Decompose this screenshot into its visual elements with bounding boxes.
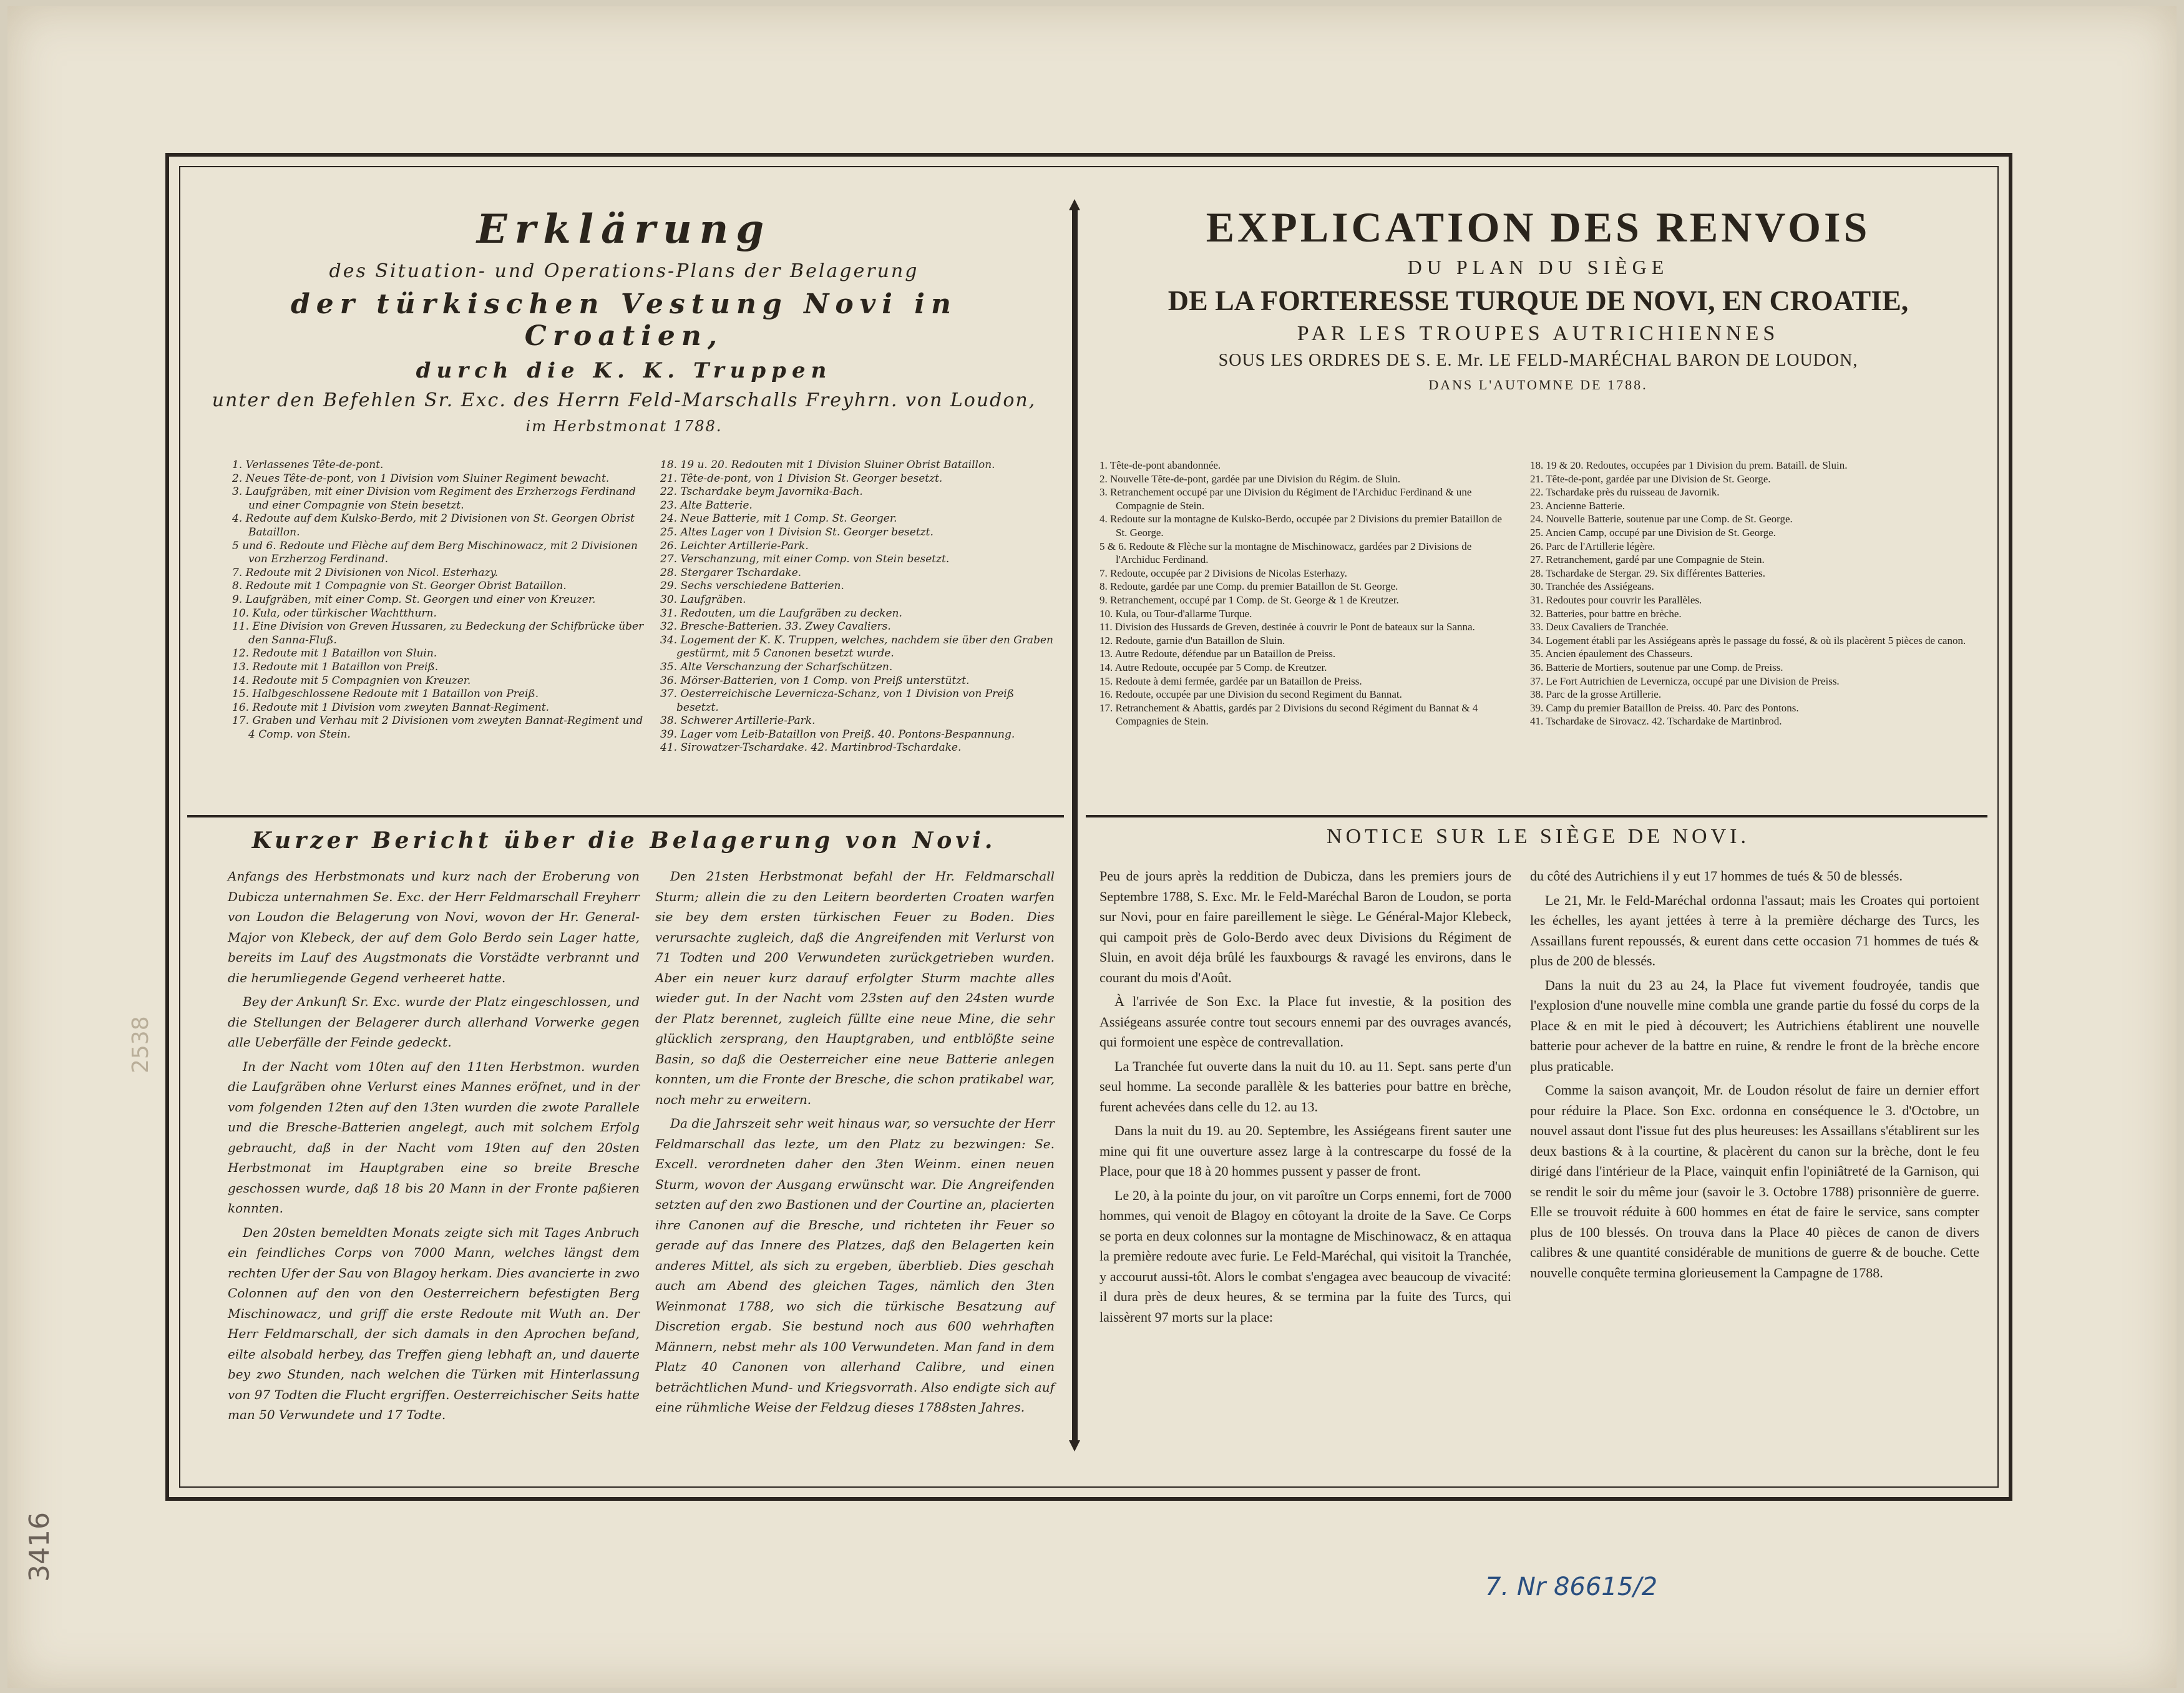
faint-ink-mark: 2538 bbox=[128, 1016, 154, 1073]
german-report-title: Kurzer Bericht über die Belagerung von Novi. bbox=[251, 827, 997, 854]
paragraph: Peu de jours après la reddition de Dubicza, dans les premiers jours de Septembre 1788, S. Exc. Mr. le Feld-Maréchal Baron de Loudon, se porta sur Novi, pour en faire pareillement le siège. Le Général-Major Klebeck, qui campoit près de Golo-Berdo avec deux Divisions du Régiment de Sluin, en avoit déja brûlé les fauxbourgs & ravagé les environs, dans le courant du mois d'Août. bbox=[1099, 868, 1511, 985]
legend-item: 1. Tête-de-pont abandonnée. bbox=[1099, 459, 1221, 471]
margin-number-annotation: 3416 bbox=[24, 1512, 56, 1582]
french-legend-col2 bbox=[1530, 459, 1979, 728]
legend-item: 35. Ancien épaulement des Chasseurs. bbox=[1530, 648, 1693, 660]
legend-item: 17. Retranchement & Abattis, gardés par 2 Divisions du second Régiment du Bannat & 4 Compagnies de Stein. bbox=[1099, 701, 1478, 728]
paragraph: du côté des Autrichiens il y eut 17 hommes de tués & 50 de blessés. bbox=[1530, 868, 1903, 884]
paragraph: Anfangs des Herbstmonats und kurz nach der Eroberung von Dubicza unternahmen Se. Exc. der Herr Feldmarschall Freyherr von Loudon die Belagerung von Novi, wovon der Hr. General-Major von Klebeck, der auf dem Golo Berdo sein Lager hatte, bereits im Lauf des Augstmonats die Vorstädte verbrannt und die herumliegende Gegend verheeret hatte. bbox=[228, 869, 640, 985]
paragraph: Den 20sten bemeldten Monats zeigte sich mit Tages Anbruch ein feindliches Corps von 7000 Mann, welches längst dem rechten Ufer der Sau von Blagoy herkam. Dies avancierte in zwo Colonnen auf den von den Oesterreichern befestigten Berg Mischinowacz, und griff die erste Redoute mit Wuth an. Der Herr Feldmarschall, der sich damals in den Aprochen befand, eilte alsobald herbey, das Treffen gieng lebhaft an, und dauerte bey zwo Stunden, nach welchen die Türken mit Hinterlassung von 97 Todten die Flucht ergriffen. Oesterreichischer Seits hatte man 50 Verwundete und 17 Todte. bbox=[228, 1224, 640, 1422]
legend-item: 14. Autre Redoute, occupée par 5 Comp. de Kreutzer. bbox=[1099, 661, 1327, 673]
legend-item: 8. Redoute mit 1 Compagnie von St. Georger Obrist Bataillon. bbox=[232, 580, 567, 593]
legend-item: 26. Parc de l'Artillerie légère. bbox=[1530, 540, 1655, 552]
french-title-line6: DANS L'AUTOMNE DE 1788. bbox=[1428, 377, 1648, 393]
legend-item: 21. Tête-de-pont, gardée par une Division de St. George. bbox=[1530, 472, 1771, 485]
legend-item: 18. 19 & 20. Redoutes, occupées par 1 Division du prem. Bataill. de Sluin. bbox=[1530, 459, 1848, 471]
legend-item: 11. Eine Division von Greven Hussaren, zu Bedeckung der Schifbrücke über den Sanna-Fluß. bbox=[232, 620, 644, 646]
legend-item: 38. Parc de la grosse Artillerie. bbox=[1530, 688, 1662, 701]
legend-item: 24. Nouvelle Batterie, soutenue par une Comp. de St. George. bbox=[1530, 513, 1793, 525]
legend-item: 39. Lager vom Leib-Bataillon von Preiß. 40. Pontons-Bespannung. bbox=[660, 728, 1015, 741]
legend-item: 21. Tête-de-pont, von 1 Division St. Georger besetzt. bbox=[660, 472, 943, 485]
legend-item: 33. Deux Cavaliers de Tranchée. bbox=[1530, 621, 1669, 633]
paragraph: Da die Jahrszeit sehr weit hinaus war, so versuchte der Herr Feldmarschall das lezte, um den Platz zu bezwingen: Se. Excell. verordneten daher den 3ten Weinm. einen neuen Sturm, wovon der Ausgang erwünscht war. Die Angreifenden setzten auf den zwo Bastionen und der Courtine an, placierten ihre Canonen auf die Bresche, und richteten ihr Feuer so gerade auf das Innere des Platzes, daß den Belagerten kein anderes Mittel, als sich zu ergeben, überblieb. Dies geschah auch am Abend des gleichen Tages, nämlich den 3ten Weinmonat 1788, wo sich die türkische Besatzung auf Discretion ergab. Sie bestund noch aus 600 wehrhaften Männern, nebst mehr als 100 Verwundeten. Man fand in dem Platz 40 Canonen von allerhand Calibre, und einen beträchtlichen Mund- und Kriegsvorrath. Also endigte sich auf eine rühmliche Weise der Feldzug dieses 1788sten Jahres. bbox=[655, 1116, 1055, 1415]
paragraph: Dans la nuit du 19. au 20. Septembre, les Assiégeans firent sauter une mine qui fit une ouverture assez large à la contrescarpe du fossé de la Place, pour que 18 à 20 hommes pussent y passer de front. bbox=[1099, 1123, 1511, 1179]
legend-item: 15. Halbgeschlossene Redoute mit 1 Bataillon von Preiß. bbox=[232, 688, 539, 701]
german-title-line4: durch die K. K. Truppen bbox=[416, 358, 832, 383]
legend-item: 5 & 6. Redoute & Flèche sur la montagne de Mischinowacz, gardées par 2 Divisions de l'Archiduc Ferdinand. bbox=[1099, 540, 1472, 566]
legend-item: 9. Laufgräben, mit einer Comp. St. Georgen und einer von Kreuzer. bbox=[232, 593, 596, 606]
paragraph: Comme la saison avançoit, Mr. de Loudon résolut de faire un dernier effort pour réduire la Place. Son Exc. ordonna en conséquence le 3. d'Octobre, un nouvel assaut dont l'issue fut des plus heureuses: les Assaillans s'établirent sur les deux bastions & à la courtine, & placèrent du canon sur la brèche, dont le feu dirigé dans l'intérieur de la Place, vainquit enfin l'opiniâtreté de la Garnison, qui se rendit le soir du même jour (savoir le 3. Octobre 1788) prisonnière de guerre. Elle se trouvoit réduite à 600 hommes en état de faire le service, sans compter plus de 100 blessés. On trouva dans la Place 40 pièces de canon de divers calibres & une quantité considérable de munitions de guerre & de bouche. Cette nouvelle conquête termina glorieusement la Campagne de 1788. bbox=[1530, 1082, 1979, 1281]
legend-item: 10. Kula, ou Tour-d'allarme Turque. bbox=[1099, 607, 1252, 620]
legend-item: 18. 19 u. 20. Redouten mit 1 Division Sluiner Obrist Bataillon. bbox=[660, 459, 995, 471]
french-legend-col1 bbox=[1099, 459, 1511, 728]
german-legend-col1 bbox=[232, 459, 644, 741]
french-report-col1 bbox=[1099, 866, 1511, 1331]
legend-item: 22. Tschardake beym Javornika-Bach. bbox=[660, 485, 863, 499]
legend-item: 24. Neue Batterie, mit 1 Comp. St. Georger. bbox=[660, 512, 897, 525]
legend-item: 28. Stergarer Tschardake. bbox=[660, 566, 802, 579]
legend-item: 37. Le Fort Autrichien de Levernicza, occupé par une Division de Preiss. bbox=[1530, 675, 1840, 687]
legend-item: 25. Ancien Camp, occupé par une Division de St. George. bbox=[1530, 526, 1776, 539]
legend-item: 14. Redoute mit 5 Compagnien von Kreuzer. bbox=[232, 674, 471, 687]
legend-item: 27. Verschanzung, mit einer Comp. von Stein besetzt. bbox=[660, 553, 950, 566]
center-divider bbox=[1072, 209, 1078, 1442]
german-title-line1: Erklärung bbox=[476, 206, 772, 253]
legend-item: 28. Tschardake de Stergar. 29. Six différentes Batteries. bbox=[1530, 567, 1765, 579]
legend-item: 35. Alte Verschanzung der Scharfschützen. bbox=[660, 660, 893, 673]
legend-item: 31. Redouten, um die Laufgräben zu decken. bbox=[660, 607, 902, 620]
french-title-line5: SOUS LES ORDRES DE S. E. Mr. LE FELD-MARÉCHAL BARON DE LOUDON, bbox=[1218, 351, 1858, 370]
legend-item: 16. Redoute, occupée par une Division du second Regiment du Bannat. bbox=[1099, 688, 1402, 701]
french-title-line2: DU PLAN DU SIÈGE bbox=[1407, 256, 1669, 278]
legend-item: 23. Alte Batterie. bbox=[660, 499, 753, 512]
legend-item: 29. Sechs verschiedene Batterien. bbox=[660, 580, 844, 593]
legend-item: 13. Redoute mit 1 Bataillon von Preiß. bbox=[232, 660, 439, 673]
legend-item: 30. Tranchée des Assiégeans. bbox=[1530, 580, 1654, 593]
legend-item: 17. Graben und Verhau mit 2 Divisionen vom zweyten Bannat-Regiment und 4 Comp. von Stein. bbox=[232, 715, 643, 741]
french-title-line1: EXPLICATION DES RENVOIS bbox=[1206, 203, 1871, 251]
german-title-line3: der türkischen Vestung Novi in Croatien, bbox=[291, 288, 957, 352]
french-title bbox=[1092, 203, 1984, 393]
legend-item: 3. Laufgräben, mit einer Division vom Regiment des Erzherzogs Ferdinand und einer Compagnie von Stein besetzt. bbox=[232, 485, 636, 512]
legend-item: 36. Batterie de Mortiers, soutenue par une Comp. de Preiss. bbox=[1530, 661, 1783, 673]
paragraph: Dans la nuit du 23 au 24, la Place fut vivement foudroyée, tandis que l'explosion d'une nouvelle mine combla une grande partie du fossé du corps de la Place & en mit le pied à découvert; les Autrichiens établirent une nouvelle batterie pour achever de la battre en ruine, & rendre le front de la brèche encore plus praticable. bbox=[1530, 977, 1979, 1074]
paragraph: Le 21, Mr. le Feld-Maréchal ordonna l'assaut; mais les Croates qui portoient les échelles, les ayant jettées à terre à la première décharge des Turcs, les Assaillans furent repoussés, & eurent dans cette occasion 71 hommes de tués & plus de 200 de blessés. bbox=[1530, 892, 1979, 968]
legend-item: 16. Redoute mit 1 Division vom zweyten Bannat-Regiment. bbox=[232, 701, 550, 714]
french-report-col2 bbox=[1530, 866, 1979, 1287]
legend-item: 27. Retranchement, gardé par une Compagnie de Stein. bbox=[1530, 554, 1765, 566]
legend-item: 39. Camp du premier Bataillon de Preiss. 40. Parc des Pontons. bbox=[1530, 701, 1799, 714]
legend-item: 12. Redoute, garnie d'un Bataillon de Sluin. bbox=[1099, 634, 1285, 646]
paragraph: À l'arrivée de Son Exc. la Place fut investie, & la position des Assiégeans assurée contre tout secours ennemi par des ouvrages avancés, qui formoient une espèce de contrevallation. bbox=[1099, 993, 1511, 1050]
legend-item: 41. Sirowatzer-Tschardake. 42. Martinbrod-Tschardake. bbox=[660, 741, 962, 754]
french-title-line4: PAR LES TROUPES AUTRICHIENNES bbox=[1297, 322, 1780, 345]
legend-separator-right bbox=[1086, 815, 1987, 817]
legend-item: 11. Division des Hussards de Greven, destinée à couvrir le Pont de bateaux sur la Sanna. bbox=[1099, 621, 1475, 633]
german-title bbox=[187, 206, 1061, 435]
paragraph: Bey der Ankunft Sr. Exc. wurde der Platz eingeschlossen, und die Stellungen der Belagerer durch allerhand Vorwerke gegen alle Ueberfälle der Feinde gedeckt. bbox=[228, 994, 640, 1050]
legend-item: 32. Bresche-Batterien. 33. Zwey Cavaliers. bbox=[660, 620, 891, 633]
legend-item: 7. Redoute mit 2 Divisionen von Nicol. Esterhazy. bbox=[232, 566, 499, 579]
legend-item: 15. Redoute à demi fermée, gardée par un Bataillon de Preiss. bbox=[1099, 675, 1362, 687]
legend-item: 38. Schwerer Artillerie-Park. bbox=[660, 715, 816, 728]
paragraph: La Tranchée fut ouverte dans la nuit du 10. au 11. Sept. sans perte d'un seul homme. La seconde parallèle & les batteries pour battre en brèche, furent achevées dans celle du 12. au 13. bbox=[1099, 1058, 1511, 1115]
legend-item: 12. Redoute mit 1 Bataillon von Sluin. bbox=[232, 647, 437, 660]
legend-item: 3. Retranchement occupé par une Division du Régiment de l'Archiduc Ferdinand & une Compagnie de Stein. bbox=[1099, 486, 1472, 512]
legend-item: 41. Tschardake de Sirovacz. 42. Tschardake de Martinbrod. bbox=[1530, 715, 1782, 728]
legend-item: 1. Verlassenes Tête-de-pont. bbox=[232, 459, 384, 471]
legend-item: 4. Redoute auf dem Kulsko-Berdo, mit 2 Divisionen von St. Georgen Obrist Bataillon. bbox=[232, 512, 635, 539]
legend-item: 34. Logement établi par les Assiégeans après le passage du fossé, & où ils placèrent 5 pièces de canon. bbox=[1530, 634, 1966, 646]
german-title-line2: des Situation- und Operations-Plans der Belagerung bbox=[329, 260, 919, 282]
legend-item: 2. Neues Tête-de-pont, von 1 Division vom Sluiner Regiment bewacht. bbox=[232, 472, 610, 485]
legend-item: 22. Tschardake près du ruisseau de Javornik. bbox=[1530, 486, 1720, 499]
legend-item: 31. Redoutes pour couvrir les Parallèles. bbox=[1530, 593, 1702, 606]
legend-item: 37. Oesterreichische Levernicza-Schanz, von 1 Division von Preiß besetzt. bbox=[660, 688, 1015, 714]
legend-item: 30. Laufgräben. bbox=[660, 593, 746, 606]
legend-item: 10. Kula, oder türkischer Wachtthurn. bbox=[232, 607, 437, 620]
paragraph: Den 21sten Herbstmonat befahl der Hr. Feldmarschall Sturm; allein die zu den Leitern beorderten Croaten warfen sie bey dem ersten türkischen Feuer zu Boden. Dies verursachte zugleich, daß die Angreifenden mit Verlurst von 71 Todten und 200 Verwundeten zurückgetrieben wurden. Aber ein neuer kurz darauf erfolgter Sturm machte alles wieder gut. In der Nacht vom 23sten auf den 24sten wurde der Platz berennet, zugleich füllte eine neue Mine, die sehr glücklich zersprang, den Hauptgraben, und entblößte seine Basin, so daß die Oesterreicher eine neue Batterie anlegen konnten, um die Fronte der Bresche, die schon pratikabel war, noch mehr zu erweitern. bbox=[655, 869, 1055, 1107]
legend-item: 8. Redoute, gardée par une Comp. du premier Bataillon de St. George. bbox=[1099, 580, 1398, 593]
legend-item: 13. Autre Redoute, défendue par un Bataillon de Preiss. bbox=[1099, 648, 1336, 660]
german-title-line6: im Herbstmonat 1788. bbox=[525, 417, 723, 435]
french-report-title: NOTICE SUR LE SIÈGE DE NOVI. bbox=[1327, 825, 1750, 848]
legend-item: 7. Redoute, occupée par 2 Divisions de Nicolas Esterhazy. bbox=[1099, 567, 1347, 579]
german-report-col1 bbox=[228, 866, 640, 1429]
legend-item: 2. Nouvelle Tête-de-pont, gardée par une Division du Régim. de Sluin. bbox=[1099, 472, 1401, 485]
legend-item: 9. Retranchement, occupé par 1 Comp. de St. George & 1 de Kreutzer. bbox=[1099, 593, 1399, 606]
german-report-col2 bbox=[655, 866, 1055, 1422]
legend-item: 25. Altes Lager von 1 Division St. Georger besetzt. bbox=[660, 525, 934, 539]
legend-item: 34. Logement der K. K. Truppen, welches, nachdem sie über den Graben gestürmt, mit 5 Canonen besetzt wurde. bbox=[660, 633, 1053, 660]
paragraph: Le 20, à la pointe du jour, on vit paroître un Corps ennemi, fort de 7000 hommes, qui venoit de Blagoy en côtoyant la droite de la Save. Ce Corps se porta en deux colonnes sur la montagne de Mischinowacz, & en attaqua la première redoute avec furie. Le Feld-Maréchal, qui visitoit la Tranchée, y accourut aussi-tôt. Alors le combat s'engagea avec beaucoup de vivacité: il dura près de deux heures, & se termina par la fuite des Turcs, qui laissèrent 97 morts sur la place: bbox=[1099, 1187, 1511, 1325]
archive-inventory-number: 7. Nr 86615/2 bbox=[1485, 1573, 1658, 1601]
french-title-line3: DE LA FORTERESSE TURQUE DE NOVI, EN CROATIE, bbox=[1168, 285, 1909, 316]
legend-item: 4. Redoute sur la montagne de Kulsko-Berdo, occupée par 2 Divisions du premier Bataillon de St. George. bbox=[1099, 513, 1502, 539]
paragraph: In der Nacht vom 10ten auf den 11ten Herbstmon. wurden die Laufgräben ohne Verlurst eines Mannes eröfnet, und in der vom folgenden 12ten auf den 13ten wurden die zwote Parallele und die Bresche-Batterien angelegt, auch mit solchem Erfolg gebraucht, daß in der Nacht vom 19ten auf den 20sten Herbstmonat im Hauptgraben eine so breite Bresche geschossen wurde, daß 18 bis 20 Mann in der Fronte paßieren konnten. bbox=[228, 1058, 640, 1216]
german-title-line5: unter den Befehlen Sr. Exc. des Herrn Feld-Marschalls Freyhrn. von Loudon, bbox=[212, 389, 1036, 411]
legend-item: 32. Batteries, pour battre en brèche. bbox=[1530, 607, 1682, 620]
legend-item: 36. Mörser-Batterien, von 1 Comp. von Preiß unterstützt. bbox=[660, 674, 970, 687]
legend-item: 5 und 6. Redoute und Flèche auf dem Berg Mischinowacz, mit 2 Divisionen von Erzherzog Ferdinand. bbox=[232, 539, 638, 566]
legend-item: 23. Ancienne Batterie. bbox=[1530, 499, 1626, 512]
legend-separator-left bbox=[187, 815, 1064, 817]
legend-item: 26. Leichter Artillerie-Park. bbox=[660, 539, 809, 552]
german-legend-col2 bbox=[660, 459, 1060, 755]
